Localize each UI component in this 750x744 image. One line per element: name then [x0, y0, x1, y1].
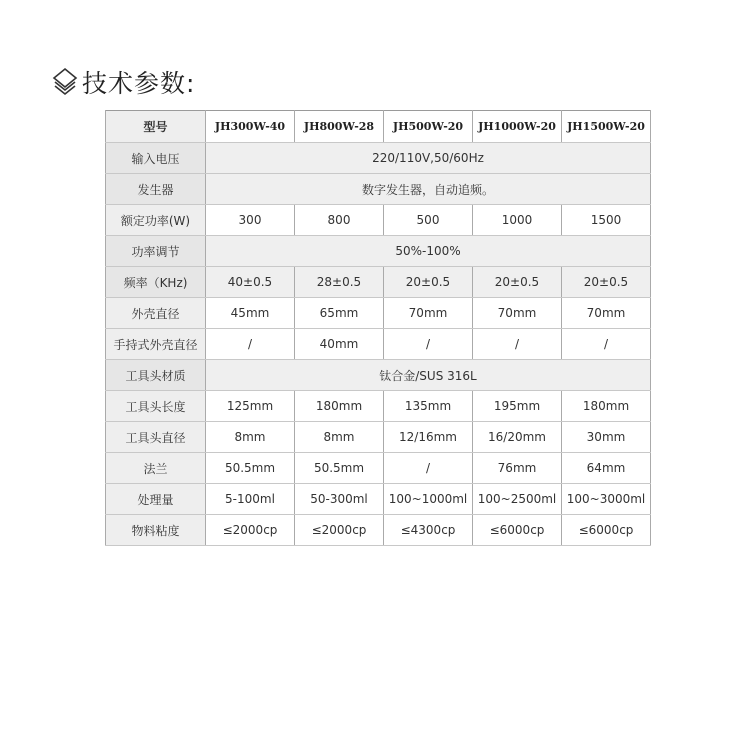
value-cell: 8mm [206, 422, 295, 453]
value-cell: 50-300ml [295, 484, 384, 515]
table-row [106, 391, 651, 422]
table-row [106, 453, 651, 484]
table-row [106, 174, 651, 205]
model-cell: JH800W-28 [295, 111, 384, 143]
value-cell: 28±0.5 [295, 267, 384, 298]
value-cell: 100~3000ml [562, 484, 651, 515]
spec-table [105, 110, 651, 546]
span-cell: 50%-100% [206, 236, 651, 267]
value-cell: 180mm [295, 391, 384, 422]
row-label: 工具头直径 [106, 422, 206, 453]
value-cell: / [473, 329, 562, 360]
row-label: 工具头材质 [106, 360, 206, 391]
value-cell: 20±0.5 [473, 267, 562, 298]
model-cell: JH500W-20 [384, 111, 473, 143]
value-cell: / [384, 329, 473, 360]
value-cell: 800 [295, 205, 384, 236]
value-cell: ≤4300cp [384, 515, 473, 546]
row-label: 物料粘度 [106, 515, 206, 546]
value-cell: 50.5mm [295, 453, 384, 484]
row-label: 额定功率(W) [106, 205, 206, 236]
table-header-row [106, 111, 651, 143]
header-label: 型号 [106, 111, 206, 143]
table-row [106, 236, 651, 267]
table-row [106, 360, 651, 391]
value-cell: ≤2000cp [206, 515, 295, 546]
row-label: 工具头长度 [106, 391, 206, 422]
value-cell: / [384, 453, 473, 484]
value-cell: 70mm [384, 298, 473, 329]
value-cell: ≤6000cp [473, 515, 562, 546]
row-label: 外壳直径 [106, 298, 206, 329]
value-cell: 1000 [473, 205, 562, 236]
row-label: 处理量 [106, 484, 206, 515]
table-row [106, 515, 651, 546]
value-cell: 40mm [295, 329, 384, 360]
row-label: 法兰 [106, 453, 206, 484]
row-label: 功率调节 [106, 236, 206, 267]
span-cell: 220/110V,50/60Hz [206, 143, 651, 174]
value-cell: 300 [206, 205, 295, 236]
value-cell: 76mm [473, 453, 562, 484]
value-cell: 5-100ml [206, 484, 295, 515]
value-cell: 16/20mm [473, 422, 562, 453]
value-cell: 12/16mm [384, 422, 473, 453]
table-row [106, 205, 651, 236]
span-cell: 数字发生器，自动追频。 [206, 174, 651, 205]
value-cell: 8mm [295, 422, 384, 453]
value-cell: / [562, 329, 651, 360]
table-row [106, 267, 651, 298]
span-cell: 钛合金/SUS 316L [206, 360, 651, 391]
value-cell: 500 [384, 205, 473, 236]
value-cell: 20±0.5 [562, 267, 651, 298]
value-cell: 100~1000ml [384, 484, 473, 515]
value-cell: 180mm [562, 391, 651, 422]
value-cell: 125mm [206, 391, 295, 422]
value-cell: 1500 [562, 205, 651, 236]
value-cell: ≤6000cp [562, 515, 651, 546]
table-row [106, 484, 651, 515]
row-label: 频率（KHz) [106, 267, 206, 298]
page-title: 技术参数: [82, 69, 196, 98]
value-cell: 135mm [384, 391, 473, 422]
table-row [106, 143, 651, 174]
value-cell: 64mm [562, 453, 651, 484]
value-cell: 50.5mm [206, 453, 295, 484]
value-cell: / [206, 329, 295, 360]
model-cell: JH1000W-20 [473, 111, 562, 143]
value-cell: 65mm [295, 298, 384, 329]
value-cell: 100~2500ml [473, 484, 562, 515]
value-cell: 45mm [206, 298, 295, 329]
diamond-icon [52, 67, 78, 97]
table-row [106, 422, 651, 453]
value-cell: 195mm [473, 391, 562, 422]
row-label: 发生器 [106, 174, 206, 205]
section-heading [52, 64, 195, 100]
table-row [106, 298, 651, 329]
value-cell: 40±0.5 [206, 267, 295, 298]
row-label: 手持式外壳直径 [106, 329, 206, 360]
value-cell: 70mm [562, 298, 651, 329]
model-cell: JH300W-40 [206, 111, 295, 143]
table-row [106, 329, 651, 360]
model-cell: JH1500W-20 [562, 111, 651, 143]
value-cell: ≤2000cp [295, 515, 384, 546]
value-cell: 20±0.5 [384, 267, 473, 298]
row-label: 输入电压 [106, 143, 206, 174]
value-cell: 30mm [562, 422, 651, 453]
value-cell: 70mm [473, 298, 562, 329]
